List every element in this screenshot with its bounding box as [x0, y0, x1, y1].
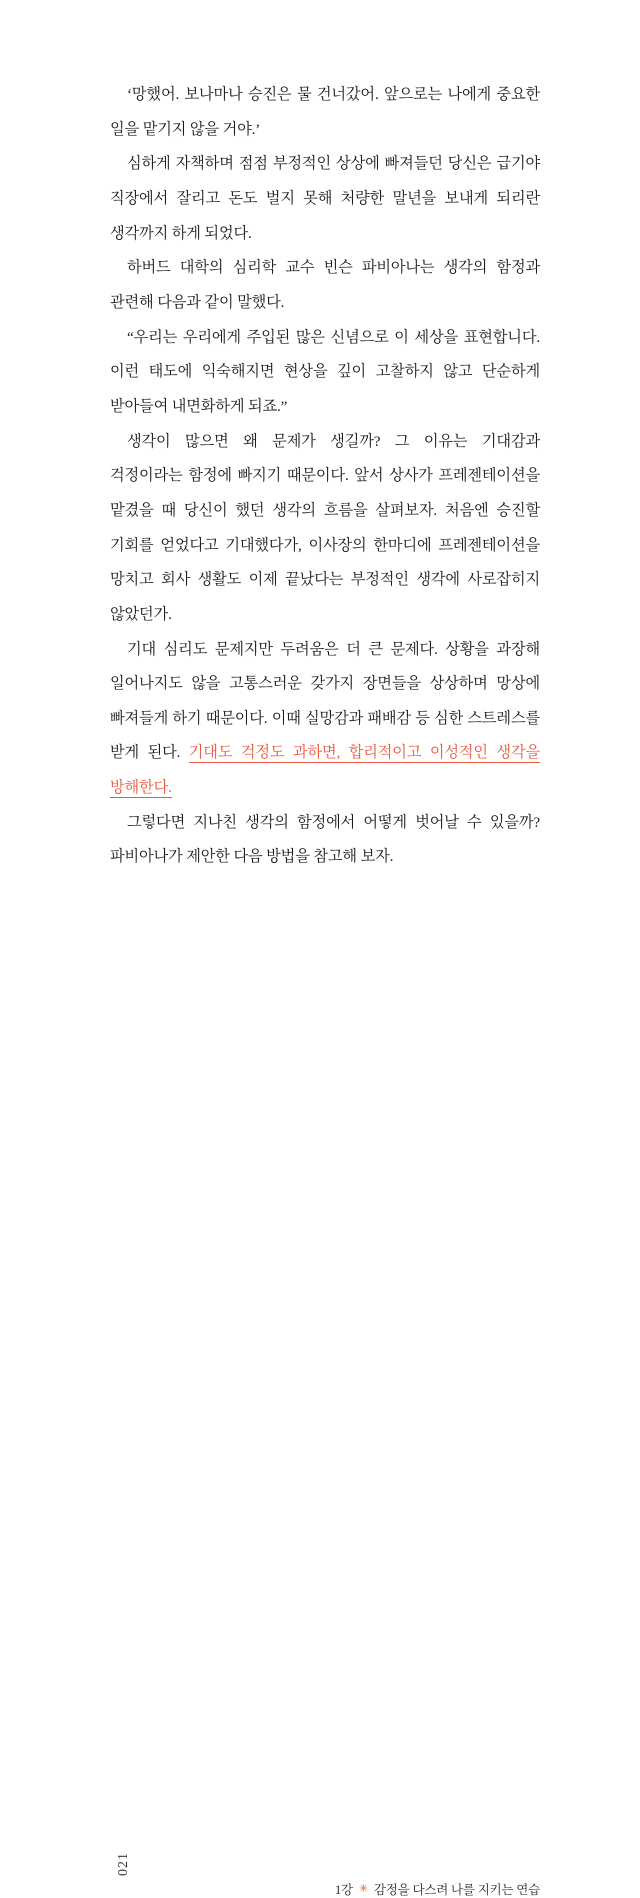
- paragraph-7: 그렇다면 지나친 생각의 함정에서 어떻게 벗어날 수 있을까? 파비아나가 제안한 다음 방법을 참고해 보자.: [110, 813, 540, 866]
- chapter-label: 1강: [334, 1883, 353, 1897]
- paragraph-2: 심하게 자책하며 점점 부정적인 상상에 빠져들던 당신은 급기야 직장에서 잘리고 돈도 벌지 못해 처량한 말년을 보내게 되리란 생각까지 하게 되었다.: [110, 155, 540, 242]
- page-body-text: [110, 78, 540, 875]
- paragraph-3: 하버드 대학의 심리학 교수 빈슨 파비아나는 생각의 함정과 관련해 다음과 같이 말했다.: [110, 259, 540, 311]
- asterisk-flower-icon: ✳: [358, 1883, 368, 1895]
- paragraph-6: [110, 633, 540, 806]
- paragraph-5: 생각이 많으면 왜 문제가 생길까? 그 이유는 기대감과 걱정이라는 함정에 빠지기 때문이다. 앞서 상사가 프레젠테이션을 맡겼을 때 당신이 했던 생각의 흐름을 살펴보자. 처음엔 승진할 기회를 얻었다고 기대했다가, 이사장의 한마디에 프레젠테이션을 망치고 회사 생활도 이제 끝났다는 부정적인 생각에 사로잡히지 않았던가.: [110, 432, 540, 623]
- paragraph-6-text-before: 기대 심리도 문제지만 두려움은 더 큰 문제다. 상황을 과장해 일어나지도 않을 고통스러운 갖가지 장면들을 상상하며 망상에 빠져들게 하기 때문이다. 이때 실망감과 패배감 등 심한 스트레스를 받게 된다.: [110, 640, 540, 762]
- paragraph-1: ‘망했어. 보나마나 승진은 물 건너갔어. 앞으로는 나에게 중요한 일을 맡기지 않을 거야.’: [110, 86, 540, 138]
- page-number: 021: [116, 1852, 131, 1876]
- running-head: [335, 1880, 540, 1898]
- page-footer: [0, 936, 640, 1897]
- highlighted-sentence: 기대도 걱정도 과하면, 합리적이고 이성적인 생각을 방해한다.: [110, 744, 540, 797]
- paragraph-4-quote: “우리는 우리에게 주입된 많은 신념으로 이 세상을 표현합니다. 이런 태도에 익숙해지면 현상을 깊이 고찰하지 않고 단순하게 받아들여 내면화하게 되죠.”: [110, 328, 540, 415]
- book-section-title: 감정을 다스려 나를 지키는 연습: [373, 1883, 540, 1897]
